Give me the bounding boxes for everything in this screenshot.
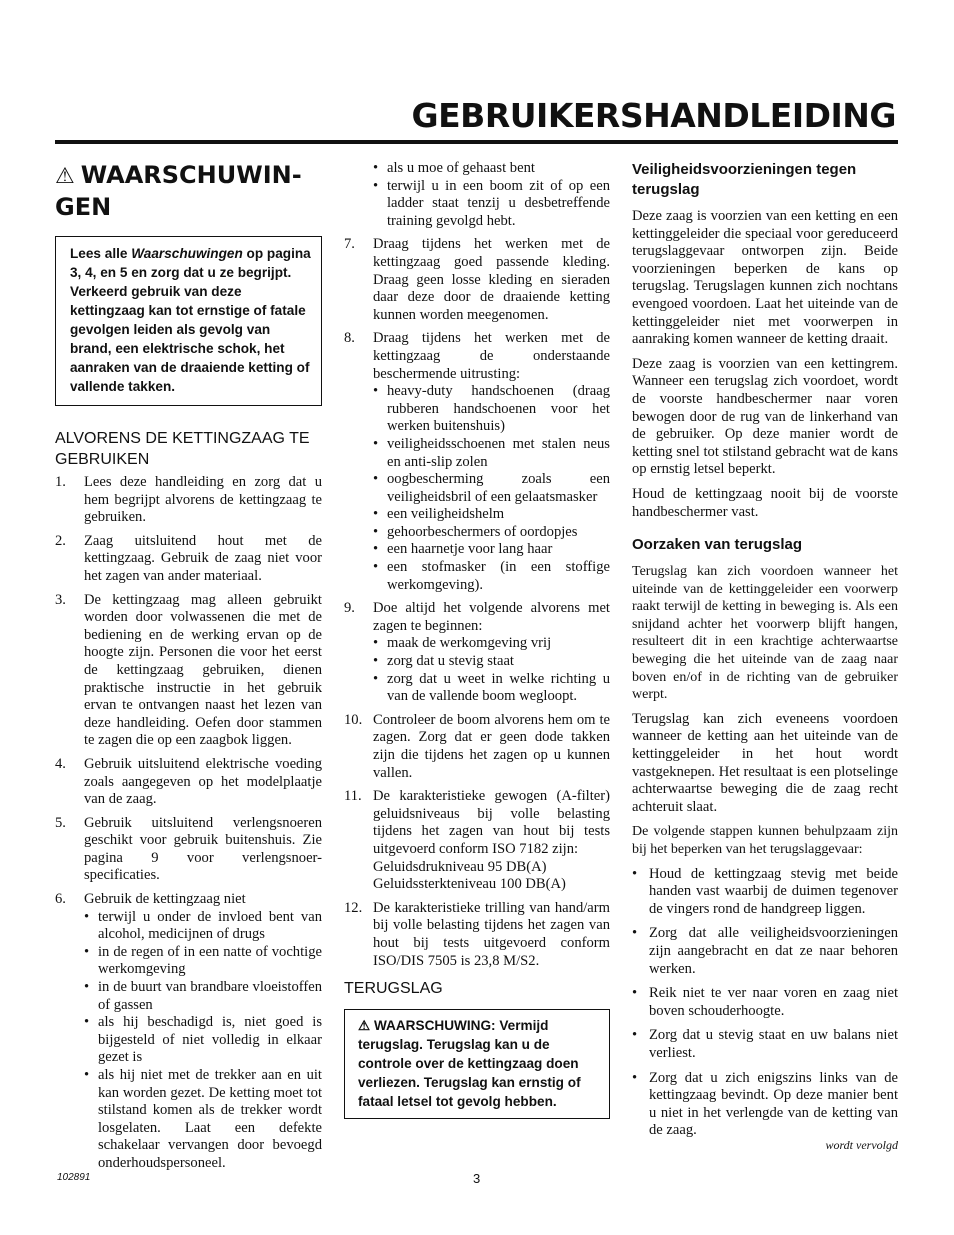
warning-triangle-icon: ⚠ <box>55 164 75 189</box>
causes-bullets <box>632 866 898 1140</box>
item-number: 2. <box>55 532 66 549</box>
warnings-box-pre: Lees alle <box>70 246 132 261</box>
safety-paragraph: Houd de kettingzaag nooit bij de voorste handbeschermer vast. <box>632 485 898 520</box>
item-number: 1. <box>55 474 66 490</box>
list-item <box>55 474 322 527</box>
item-text: De kettingzaag mag alleen gebruikt worden door volwassenen die met de bediening en de werking ervan op de hoogte zijn. Personen die voor het eerst de kettingzaag gebruiken, dienen praktische instructie in het gebruik ervan te ontvangen naast het lezen van deze handleiding. Oefen door stammen te zagen die op een zaagbok liggen. <box>84 591 322 749</box>
safety-paragraph: Deze zaag is voorzien van een kettingrem. Wanneer een terugslag zich voordoet, wordt de voorste handbeschermer naar voren bewogen door de rug van de linkerhand van de gebruiker. Op deze manier wordt de ketting snel tot stilstand gebracht wat de kans op ernstig letsel beperkt. <box>632 355 898 478</box>
kickback-warning-text: WAARSCHUWING: Vermijd terugslag. Terugslag kan u de controle over de kettingzaag doen verliezen. Terugslag kan ernstig of fataal letsel tot gevolg hebben. <box>358 1018 581 1110</box>
page-header-title: GEBRUIKERSHANDLEIDING <box>411 96 896 135</box>
item-number: 10. <box>344 711 363 728</box>
item6-bullets-continued <box>373 160 610 230</box>
bullet-item: • Houd de kettingzaag stevig met beide handen vast waarbij de duimen tegenover de vingers rond de handgreep liggen. <box>632 866 898 919</box>
item-text: Gebruik de kettingzaag niet <box>84 891 246 908</box>
bullet-item: • als hij beschadigd is, niet goed is bijgesteld of niet volledig in elkaar gezet is <box>84 1014 322 1067</box>
bullet-item: • als u moe of gehaast bent <box>373 160 610 178</box>
bullet-item: • in de regen of in een natte of vochtige werkomgeving <box>84 944 322 979</box>
before-use-list <box>55 474 322 1173</box>
column-3 <box>632 160 898 1147</box>
bullet-item: • als hij niet met de trekker aan en uit kan worden gezet. De ketting moet tot stilstand komen als de trekker wordt losgelaten. Laat een defekte schakelaar vervangen door bevoegd onderhoudspersoneel. <box>84 1067 322 1173</box>
header-divider <box>55 140 898 144</box>
item-text: Zaag uitsluitend hout met de kettingzaag. Gebruik de zaag niet voor het zagen van ander materiaal. <box>84 532 322 584</box>
item-text: Gebruik uitsluitend elektrische voeding zoals aangegeven op het modelplaatje van de zaag. <box>84 755 322 808</box>
safety-features-heading: Veiligheidsvoorzieningen tegen terugslag <box>632 161 857 198</box>
item-number: 12. <box>344 899 363 916</box>
bullet-item: • zorg dat u weet in welke richting u van de vallende boom wegloopt. <box>373 671 610 706</box>
item-text: Gebruik uitsluitend verlengsnoeren geschikt voor gebruik buitenshuis. Zie pagina 9 voor verlengsnoer-specificaties. <box>84 814 322 884</box>
item-text: De karakteristieke gewogen (A-filter) geluidsniveaus bij volle belasting tijdens het zagen van hout bij tests uitgevoerd conform ISO 7182 zijn: <box>373 788 610 857</box>
bullet-item: • Zorg dat alle veiligheidsvoorzieningen zijn aangebracht en dat ze naar behoren werken. <box>632 925 898 978</box>
item-text: Draag tijdens het werken met de kettingzaag goed passende kleding. Draag geen losse kleding en sieraden daar deze door de draaiende ketting kunnen worden meegenomen. <box>373 236 610 323</box>
noise-level-line: Geluidssterkteniveau 100 DB(A) <box>373 876 566 893</box>
list-item <box>55 891 322 1173</box>
item-number: 6. <box>55 891 66 908</box>
bullet-item: • een stofmasker (in een stoffige werkomgeving). <box>373 559 610 594</box>
list-item <box>55 592 322 750</box>
bullet-item: • zorg dat u stevig staat <box>373 653 610 671</box>
list-item <box>344 712 610 782</box>
warnings-box-em: Waarschuwingen <box>131 246 243 261</box>
before-use-list-continued <box>344 236 610 970</box>
item-text: Draag tijdens het werken met de kettingzaag de onderstaande beschermende uitrusting: <box>373 330 610 382</box>
kickback-warning-box <box>344 1009 610 1119</box>
warnings-heading-text: WAARSCHUWIN-GEN <box>55 161 302 221</box>
warnings-box-post: op pagina 3, 4, en 5 en zorg dat u ze begrijpt. Verkeerd gebruik van deze kettingzaag kan tot ernstige of fatale gevolgen leiden als gevolg van brand, een elektrische schok, het aanraken van de draaiende ketting of vallende takken. <box>70 246 311 394</box>
item6-bullets <box>84 909 322 1173</box>
causes-paragraph: Terugslag kan zich eveneens voordoen wanneer de ketting aan het uiteinde van de kettinggeleider in het hout wordt vastgeknepen. Het resultaat is een plotselinge achterwaartse beweging die de zaag recht achteruit slaat. <box>632 710 898 815</box>
warning-triangle-icon: ⚠ <box>358 1018 371 1034</box>
item-number: 5. <box>55 814 66 831</box>
warnings-heading <box>55 160 322 222</box>
item-text: Controleer de boom alvorens hem om te zagen. Zorg dat er geen dode takken zijn die tijdens het zagen op u kunnen vallen. <box>373 711 610 781</box>
noise-level-line: Geluidsdrukniveau 95 DB(A) <box>373 858 547 875</box>
list-item <box>344 236 610 324</box>
item-number: 7. <box>344 236 355 253</box>
item-number: 3. <box>55 591 66 608</box>
item-text: De karakteristieke trilling van hand/arm bij volle belasting tijdens het zagen van hout bij tests uitgevoerd conform ISO/DIS 7505 is 23,8 M/S2. <box>373 899 610 969</box>
kickback-heading: TERUGSLAG <box>344 980 443 998</box>
list-item <box>344 900 610 970</box>
bullet-item: • Zorg dat u zich enigszins links van de kettingzaag bevindt. Op deze manier bent u niet in het verlengde van de ketting van de zaag. <box>632 1070 898 1140</box>
causes-paragraph: Terugslag kan zich voordoen wanneer het uiteinde van de kettinggeleider een voorwerp raakt terwijl de ketting in beweging is. Als een snijdand achter het voorwerp blijft hangen, resulteert dit in een krachtige achterwaartse beweging die het uiteinde van de zaag naar boven en/of in de richting van de gebruiker werpt. <box>632 564 898 703</box>
item-text: Doe altijd het volgende alvorens met zagen te beginnen: <box>373 600 610 634</box>
column-2 <box>344 160 610 1119</box>
item-number: 11. <box>344 788 362 805</box>
list-item <box>344 600 610 706</box>
bullet-item: • oogbescherming zoals een veiligheidsbril of een gelaatsmasker <box>373 471 610 506</box>
safety-paragraph: Deze zaag is voorzien van een ketting en een kettinggeleider die speciaal voor gereduceerd terugslaggevaar ontworpen zijn. Beide voorzieningen beperken de kans op terugslag. Terugslagen kunnen zich nochtans evengoed voordoen. Laat het uiteinde van de kettinggeleider niet met voorwerpen in aanraking komen wanneer de ketting draait. <box>632 208 898 348</box>
column-1 <box>55 160 322 1179</box>
bullet-item: • Zorg dat u stevig staat en uw balans niet verliest. <box>632 1027 898 1062</box>
bullet-item: • maak de werkomgeving vrij <box>373 635 610 653</box>
list-item <box>344 330 610 594</box>
item-number: 9. <box>344 600 355 617</box>
item-number: 8. <box>344 330 355 347</box>
bullet-item: • een veiligheidshelm <box>373 506 610 524</box>
before-use-heading: ALVORENS DE KETTINGZAAG TE GEBRUIKEN <box>55 430 310 468</box>
bullet-item: • gehoorbeschermers of oordopjes <box>373 524 610 542</box>
page-number: 3 <box>473 1171 481 1186</box>
bullet-item: • terwijl u in een boom zit of op een ladder staat tenzij u desbetreffende training gevolgd hebt. <box>373 178 610 231</box>
item9-bullets <box>373 635 610 705</box>
item8-bullets <box>373 383 610 594</box>
warnings-box <box>55 236 322 406</box>
bullet-item: • terwijl u onder de invloed bent van alcohol, medicijnen of drugs <box>84 909 322 944</box>
document-number: 102891 <box>57 1172 91 1183</box>
causes-heading: Oorzaken van terugslag <box>632 536 803 554</box>
bullet-item: • Reik niet te ver naar voren en zaag niet boven schouderhoogte. <box>632 985 898 1020</box>
item-text: Lees deze handleiding en zorg dat u hem begrijpt alvorens de kettingzaag te gebruiken. <box>84 474 322 526</box>
item-number: 4. <box>55 755 66 772</box>
continued-note: wordt vervolgd <box>825 1138 898 1152</box>
list-item <box>344 788 610 894</box>
list-item <box>55 815 322 885</box>
bullet-item: • veiligheidsschoenen met stalen neus en anti-slip zolen <box>373 436 610 471</box>
bullet-item: • een haarnetje voor lang haar <box>373 541 610 559</box>
bullet-item: • heavy-duty handschoenen (draag rubberen handschoenen voor het werken buitenshuis) <box>373 383 610 436</box>
list-item <box>55 756 322 809</box>
bullet-item: • in de buurt van brandbare vloeistoffen of gassen <box>84 979 322 1014</box>
list-item <box>55 533 322 586</box>
causes-paragraph: De volgende stappen kunnen behulpzaam zijn bij het beperken van het terugslaggevaar: <box>632 824 898 857</box>
